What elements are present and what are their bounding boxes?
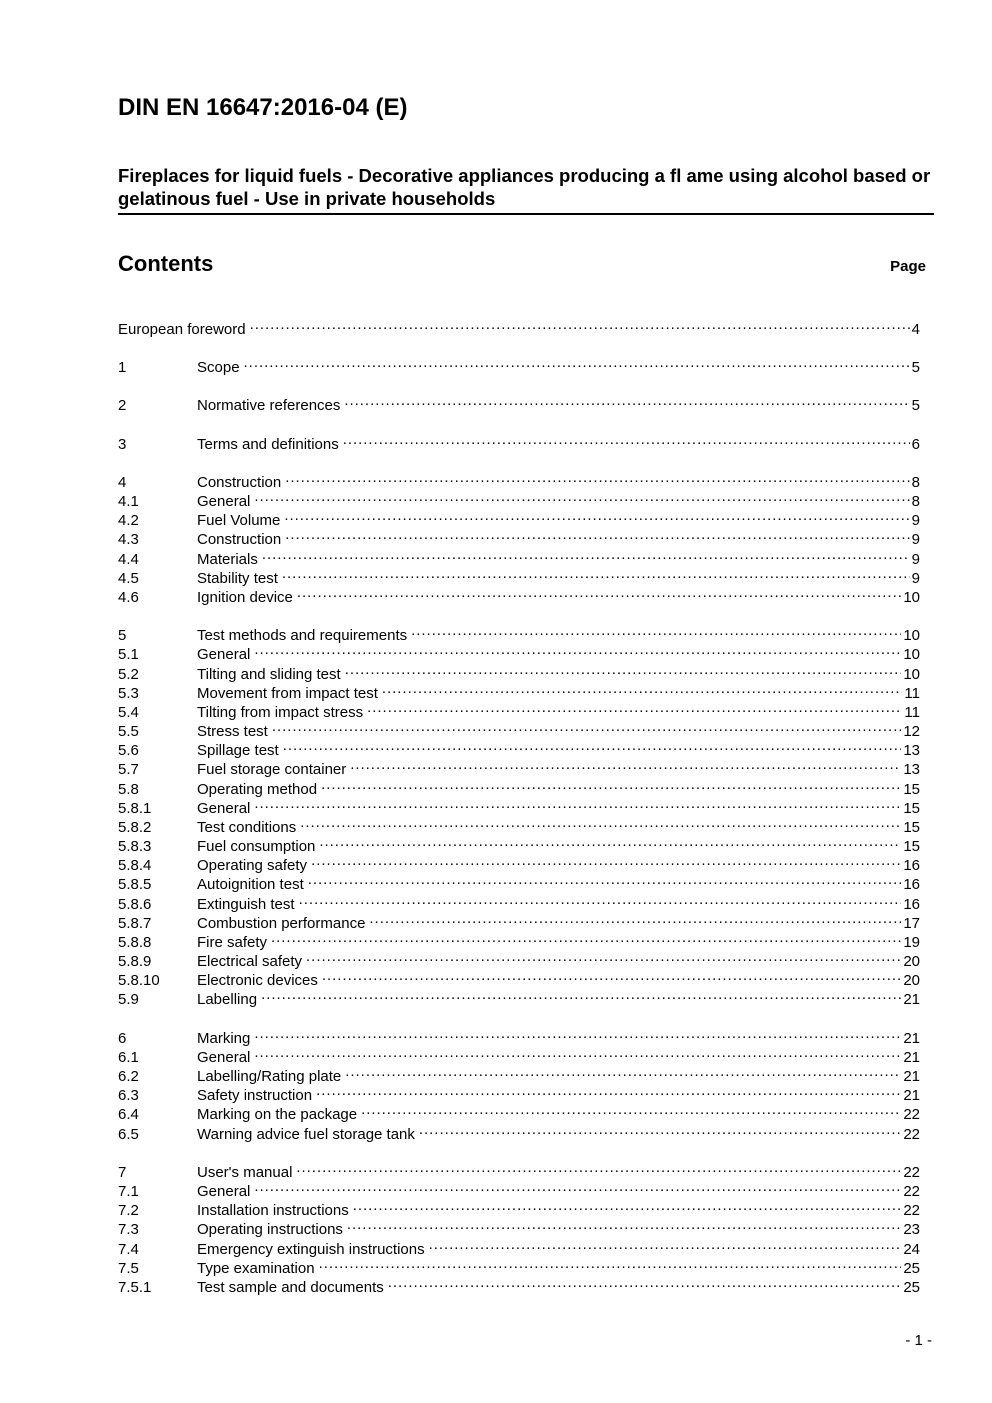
toc-entry[interactable] [118, 870, 920, 893]
toc-entry-number: 5.5 [118, 723, 139, 740]
toc-entry-page: 20 [903, 972, 920, 989]
toc-dot-leader [262, 545, 910, 564]
toc-entry-page: 15 [903, 800, 920, 817]
toc-entry-number: 5.2 [118, 666, 139, 683]
toc-entry-page: 6 [911, 436, 920, 453]
toc-entry[interactable] [118, 947, 920, 970]
toc-entry[interactable] [118, 755, 920, 778]
toc-entry[interactable] [118, 851, 920, 874]
toc-entry[interactable] [118, 813, 920, 836]
toc-entry-page: 21 [903, 1030, 920, 1047]
toc-entry-page: 21 [903, 1087, 920, 1104]
toc-entry-page: 22 [903, 1164, 920, 1181]
toc-dot-leader [299, 890, 902, 909]
toc-entry-number: 7 [118, 1164, 127, 1181]
toc-entry-title: Construction [197, 531, 282, 548]
document-title: DIN EN 16647:2016-04 (E) [118, 94, 408, 121]
toc-entry-page: 4 [911, 321, 920, 338]
toc-entry-page: 16 [903, 857, 920, 874]
toc-dot-leader [319, 1254, 902, 1273]
toc-entry[interactable] [118, 736, 920, 759]
toc-entry-number: 4.3 [118, 531, 139, 548]
toc-entry-title: European foreword [118, 321, 246, 338]
toc-dot-leader [300, 813, 901, 832]
toc-entry[interactable] [118, 487, 920, 510]
toc-entry-page: 21 [903, 1049, 920, 1066]
toc-entry-number: 6 [118, 1030, 127, 1047]
toc-entry-number: 1 [118, 359, 127, 376]
toc-entry[interactable] [118, 525, 920, 548]
toc-entry-number: 4.2 [118, 512, 139, 529]
toc-entry-page: 22 [903, 1126, 920, 1143]
toc-entry-number: 5.8.10 [118, 972, 160, 989]
toc-entry-number: 5.8.7 [118, 915, 152, 932]
toc-entry[interactable] [118, 1235, 920, 1258]
toc-entry-page: 10 [903, 646, 920, 663]
toc-entry-page: 8 [911, 474, 920, 491]
toc-entry[interactable] [118, 1024, 920, 1047]
toc-entry-number: 4 [118, 474, 127, 491]
toc-entry-title: Spillage test [197, 742, 279, 759]
toc-dot-leader [343, 430, 910, 449]
toc-entry-page: 12 [903, 723, 920, 740]
toc-entry-page: 9 [911, 570, 920, 587]
toc-entry[interactable] [118, 985, 920, 1008]
toc-entry-title: Autoignition test [197, 876, 304, 893]
toc-entry-title: Labelling [197, 991, 258, 1008]
toc-dot-leader [382, 679, 903, 698]
toc-entry-page: 9 [911, 512, 920, 529]
toc-entry-page: 22 [903, 1106, 920, 1123]
toc-entry[interactable] [118, 1158, 920, 1181]
toc-entry-title: Combustion performance [197, 915, 366, 932]
toc-entry-title: General [197, 1049, 251, 1066]
toc-entry[interactable] [118, 717, 920, 740]
toc-entry-title: Operating instructions [197, 1221, 343, 1238]
toc-entry[interactable] [118, 890, 920, 913]
toc-entry-page: 21 [903, 991, 920, 1008]
toc-dot-leader [344, 391, 909, 410]
toc-entry-number: 5.3 [118, 685, 139, 702]
toc-entry-number: 6.3 [118, 1087, 139, 1104]
toc-dot-leader [254, 640, 901, 659]
toc-entry[interactable] [118, 1273, 920, 1296]
toc-dot-leader [321, 775, 901, 794]
document-subtitle: Fireplaces for liquid fuels - Decorative appliances producing a fl ame using alcohol based or gelatinous fuel - Use in private households [118, 164, 934, 215]
toc-dot-leader [254, 794, 901, 813]
toc-entry-title: Materials [197, 551, 258, 568]
toc-dot-leader [369, 909, 901, 928]
toc-entry-title: Terms and definitions [197, 436, 339, 453]
toc-entry-number: 6.5 [118, 1126, 139, 1143]
toc-entry-number: 6.4 [118, 1106, 139, 1123]
toc-dot-leader [429, 1235, 902, 1254]
toc-entry[interactable] [118, 1081, 920, 1104]
toc-entry-title: Marking on the package [197, 1106, 358, 1123]
toc-dot-leader [297, 583, 901, 602]
toc-dot-leader [350, 755, 901, 774]
toc-entry[interactable] [118, 966, 920, 989]
toc-entry-page: 11 [904, 704, 920, 721]
toc-entry-title: Electronic devices [197, 972, 318, 989]
toc-entry-number: 5 [118, 627, 127, 644]
toc-entry-page: 13 [903, 761, 920, 778]
toc-entry-page: 15 [903, 838, 920, 855]
toc-entry-page: 10 [903, 666, 920, 683]
toc-entry-number: 7.1 [118, 1183, 139, 1200]
toc-entry-title: Normative references [197, 397, 341, 414]
toc-entry-title: Electrical safety [197, 953, 303, 970]
toc-entry-number: 7.3 [118, 1221, 139, 1238]
toc-dot-leader [388, 1273, 902, 1292]
toc-entry-page: 11 [904, 685, 920, 702]
toc-dot-leader [261, 985, 901, 1004]
toc-entry[interactable] [118, 794, 920, 817]
toc-dot-leader [272, 717, 901, 736]
toc-entry-number: 5.7 [118, 761, 139, 778]
toc-entry-page: 22 [903, 1183, 920, 1200]
toc-entry[interactable] [118, 1043, 920, 1066]
toc-entry-title: Operating safety [197, 857, 308, 874]
toc-entry[interactable] [118, 1196, 920, 1219]
toc-entry[interactable] [118, 660, 920, 683]
toc-entry[interactable] [118, 1062, 920, 1085]
toc-entry-title: Emergency extinguish instructions [197, 1241, 425, 1258]
toc-entry-page: 19 [903, 934, 920, 951]
toc-dot-leader [244, 353, 910, 372]
toc-entry-title: Fire safety [197, 934, 268, 951]
toc-dot-leader [419, 1120, 901, 1139]
toc-dot-leader [296, 1158, 901, 1177]
toc-dot-leader [254, 1177, 901, 1196]
toc-entry[interactable] [118, 679, 920, 702]
page-number: - 1 - [905, 1332, 932, 1349]
toc-entry-title: Movement from impact test [197, 685, 378, 702]
toc-dot-leader [316, 1081, 901, 1100]
toc-entry-number: 5.8.9 [118, 953, 152, 970]
toc-dot-leader [254, 487, 909, 506]
toc-dot-leader [285, 468, 909, 487]
toc-entry-title: Warning advice fuel storage tank [197, 1126, 415, 1143]
toc-entry-title: Type examination [197, 1260, 315, 1277]
toc-entry-title: Fuel storage container [197, 761, 347, 778]
toc-entry-page: 15 [903, 819, 920, 836]
toc-entry-page: 21 [903, 1068, 920, 1085]
toc-dot-leader [345, 660, 902, 679]
toc-entry-title: Marking [197, 1030, 251, 1047]
toc-dot-leader [285, 525, 909, 544]
toc-entry-number: 3 [118, 436, 127, 453]
toc-dot-leader [284, 506, 909, 525]
toc-entry-page: 16 [903, 896, 920, 913]
toc-entry-page: 17 [903, 915, 920, 932]
toc-entry-title: Operating method [197, 781, 318, 798]
toc-dot-leader [345, 1062, 901, 1081]
toc-entry-number: 5.1 [118, 646, 139, 663]
toc-entry-title: Test conditions [197, 819, 297, 836]
toc-entry-number: 7.5 [118, 1260, 139, 1277]
toc-entry-number: 4.6 [118, 589, 139, 606]
toc-entry[interactable] [118, 621, 920, 644]
toc-entry-number: 4.5 [118, 570, 139, 587]
toc-entry[interactable] [118, 909, 920, 932]
toc-entry-number: 4.1 [118, 493, 139, 510]
toc-entry[interactable] [118, 353, 920, 376]
toc-entry-number: 7.5.1 [118, 1279, 152, 1296]
toc-entry-title: Labelling/Rating plate [197, 1068, 342, 1085]
toc-entry-page: 25 [903, 1279, 920, 1296]
toc-entry-title: Safety instruction [197, 1087, 313, 1104]
toc-entry-title: Ignition device [197, 589, 293, 606]
toc-dot-leader [250, 315, 910, 334]
toc-dot-leader [367, 698, 902, 717]
toc-entry-number: 6.1 [118, 1049, 139, 1066]
toc-entry[interactable] [118, 775, 920, 798]
toc-dot-leader [311, 851, 901, 870]
toc-entry[interactable] [118, 1120, 920, 1143]
toc-entry-number: 5.8.8 [118, 934, 152, 951]
toc-entry-number: 5.8.4 [118, 857, 152, 874]
toc-dot-leader [347, 1215, 901, 1234]
toc-entry-title: General [197, 1183, 251, 1200]
toc-entry[interactable] [118, 391, 920, 414]
toc-dot-leader [306, 947, 901, 966]
toc-entry-number: 5.6 [118, 742, 139, 759]
toc-entry[interactable] [118, 583, 920, 606]
toc-entry-number: 2 [118, 397, 127, 414]
toc-entry-number: 4.4 [118, 551, 139, 568]
toc-entry[interactable] [118, 1100, 920, 1123]
toc-entry-page: 8 [911, 493, 920, 510]
toc-entry-title: User's manual [197, 1164, 293, 1181]
toc-entry-title: Extinguish test [197, 896, 295, 913]
toc-entry[interactable] [118, 1254, 920, 1277]
toc-dot-leader [254, 1043, 901, 1062]
toc-entry-title: Stability test [197, 570, 278, 587]
toc-entry-number: 5.8.2 [118, 819, 152, 836]
toc-entry-title: General [197, 800, 251, 817]
toc-entry-title: Fuel Volume [197, 512, 281, 529]
toc-entry[interactable] [118, 545, 920, 568]
toc-dot-leader [319, 832, 901, 851]
toc-entry-page: 20 [903, 953, 920, 970]
toc-entry[interactable] [118, 698, 920, 721]
toc-entry-number: 5.8.5 [118, 876, 152, 893]
toc-dot-leader [322, 966, 901, 985]
toc-entry-page: 22 [903, 1202, 920, 1219]
toc-entry-number: 7.4 [118, 1241, 139, 1258]
toc-entry-title: Fuel consumption [197, 838, 316, 855]
toc-entry[interactable] [118, 564, 920, 587]
toc-entry-title: Tilting from impact stress [197, 704, 364, 721]
toc-entry-title: Construction [197, 474, 282, 491]
toc-entry-number: 5.4 [118, 704, 139, 721]
toc-dot-leader [271, 928, 901, 947]
toc-entry-number: 5.8.3 [118, 838, 152, 855]
toc-entry-number: 5.9 [118, 991, 139, 1008]
toc-entry-number: 6.2 [118, 1068, 139, 1085]
toc-entry-page: 13 [903, 742, 920, 759]
toc-entry-page: 9 [911, 531, 920, 548]
toc-entry-page: 10 [903, 627, 920, 644]
contents-heading: Contents [118, 251, 214, 276]
toc-entry-page: 5 [911, 397, 920, 414]
toc-entry-page: 9 [911, 551, 920, 568]
toc-entry-title: General [197, 646, 251, 663]
page-column-heading: Page [890, 258, 926, 275]
toc-entry-page: 15 [903, 781, 920, 798]
toc-entry-number: 7.2 [118, 1202, 139, 1219]
toc-dot-leader [308, 870, 902, 889]
toc-entry-page: 5 [911, 359, 920, 376]
toc-entry[interactable] [118, 315, 920, 338]
toc-dot-leader [283, 736, 902, 755]
toc-entry[interactable] [118, 640, 920, 663]
toc-entry-number: 5.8 [118, 781, 139, 798]
toc-dot-leader [254, 1024, 901, 1043]
toc-entry[interactable] [118, 832, 920, 855]
toc-entry-title: Stress test [197, 723, 268, 740]
toc-entry-page: 16 [903, 876, 920, 893]
toc-entry-number: 5.8.6 [118, 896, 152, 913]
toc-entry-page: 24 [903, 1241, 920, 1258]
toc-dot-leader [282, 564, 910, 583]
toc-entry[interactable] [118, 1177, 920, 1200]
toc-entry-number: 5.8.1 [118, 800, 152, 817]
toc-entry[interactable] [118, 1215, 920, 1238]
toc-entry[interactable] [118, 928, 920, 951]
toc-entry-title: Test sample and documents [197, 1279, 384, 1296]
toc-entry[interactable] [118, 506, 920, 529]
toc-entry[interactable] [118, 430, 920, 453]
toc-entry-title: Installation instructions [197, 1202, 349, 1219]
toc-entry-page: 25 [903, 1260, 920, 1277]
toc-entry-title: Tilting and sliding test [197, 666, 341, 683]
toc-entry-page: 23 [903, 1221, 920, 1238]
toc-entry-title: General [197, 493, 251, 510]
toc-entry-title: Test methods and requirements [197, 627, 408, 644]
toc-entry-page: 10 [903, 589, 920, 606]
toc-dot-leader [353, 1196, 902, 1215]
toc-dot-leader [361, 1100, 901, 1119]
toc-entry[interactable] [118, 468, 920, 491]
toc-entry-title: Scope [197, 359, 240, 376]
toc-dot-leader [411, 621, 901, 640]
